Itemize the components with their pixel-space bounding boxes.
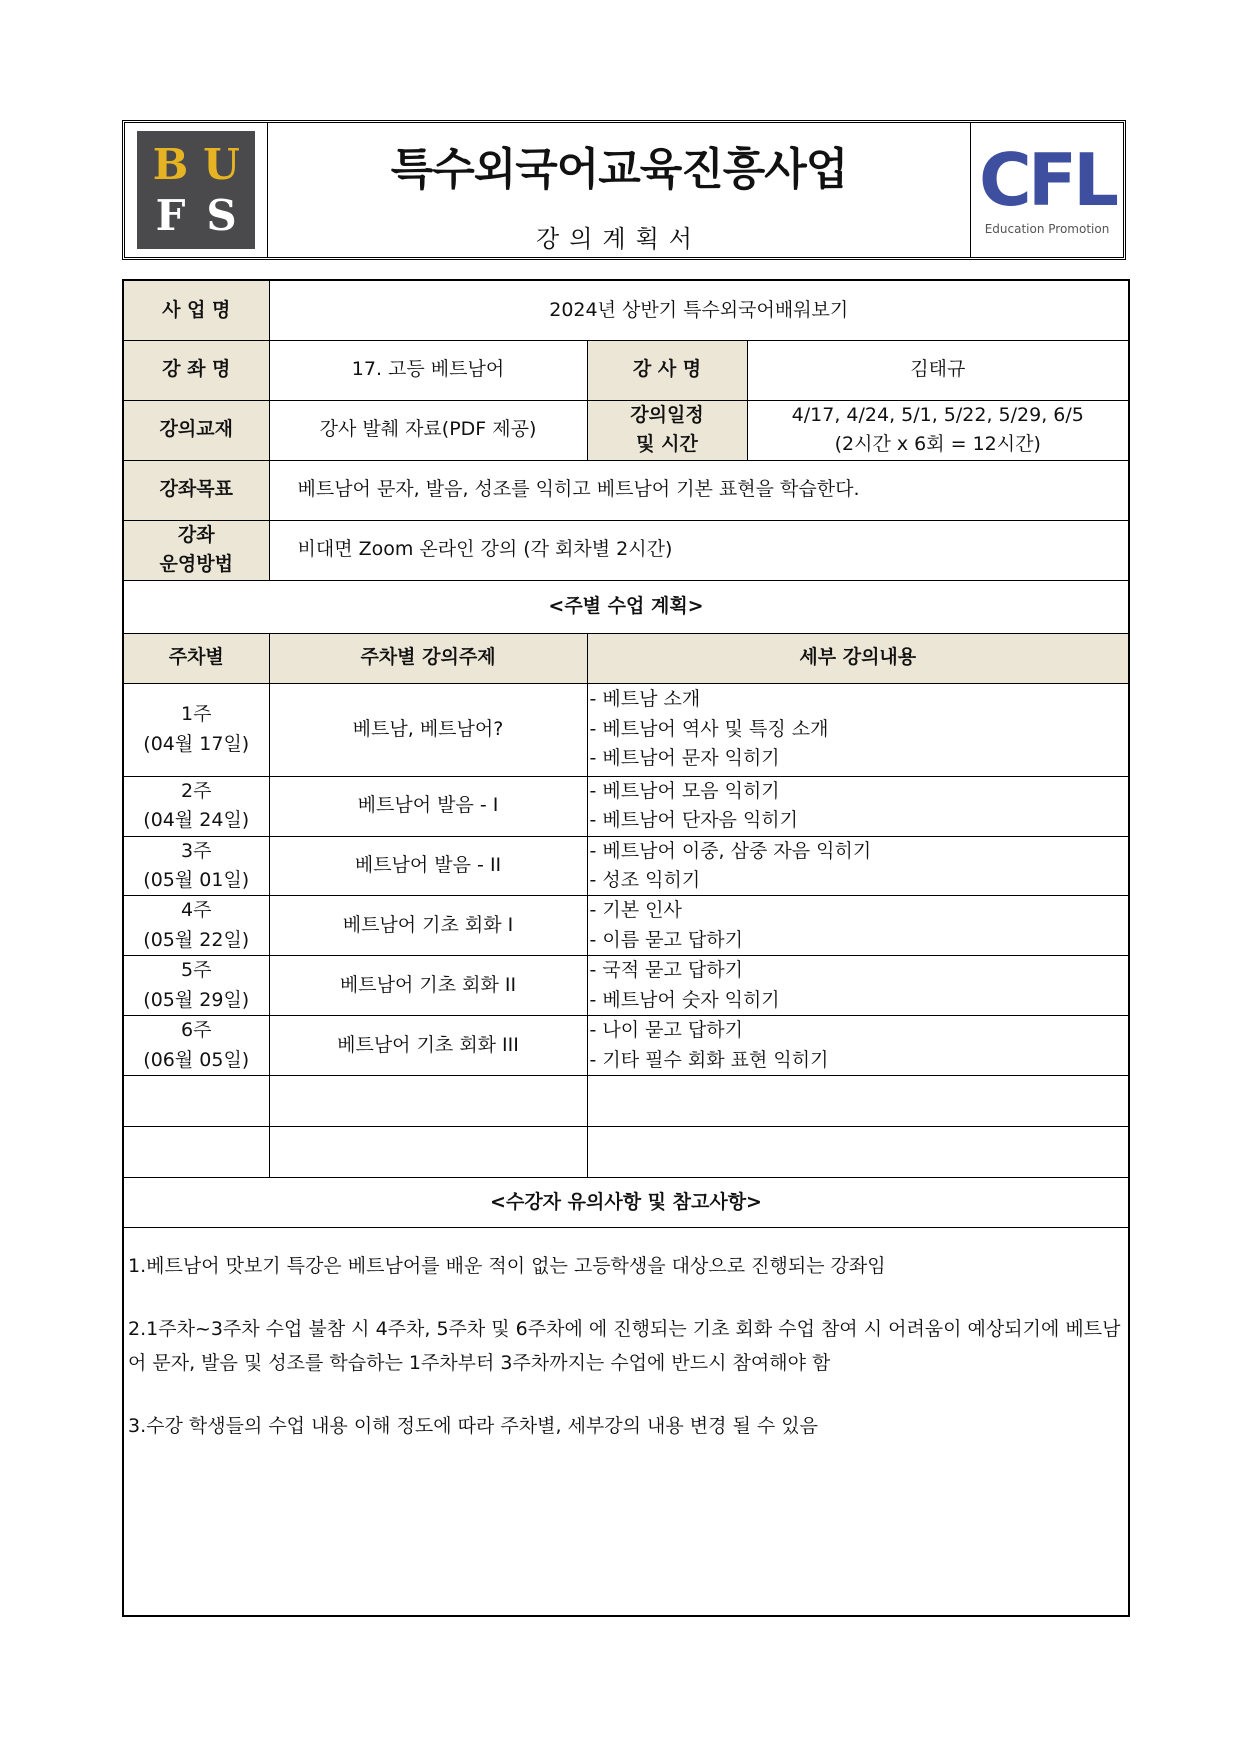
notes-row (123, 1228, 1129, 1616)
week-cell (123, 683, 269, 776)
method-label (123, 520, 269, 580)
week-topic: 베트남어 발음 - II (269, 836, 587, 896)
goal-row (123, 460, 1129, 520)
week-details (587, 896, 1129, 956)
note-item: 3.수강 학생들의 수업 내용 이해 정도에 따라 주차별, 세부강의 내용 변경 될 수 있음 (128, 1414, 819, 1437)
empty-cell (587, 1076, 1129, 1127)
bufs-logo-letter: B (152, 139, 189, 189)
course-value: 17. 고등 베트남어 (269, 340, 587, 400)
schedule-hours: (2시간 x 6회 = 12시간) (834, 433, 1041, 456)
schedule-label-line: 강의일정 (630, 403, 704, 426)
document-subtitle: 강의계획서 (536, 224, 702, 253)
detail-item: - 기본 인사 (589, 899, 682, 922)
course-plan-table (122, 279, 1130, 1617)
empty-cell (123, 1127, 269, 1178)
empty-cell (269, 1076, 587, 1127)
detail-item: - 나이 묻고 답하기 (589, 1019, 743, 1042)
notes-section-row (123, 1178, 1129, 1228)
schedule-value (747, 400, 1129, 460)
bufs-logo-cell (125, 123, 268, 257)
week-number: 5주 (181, 959, 212, 982)
week-date: (06월 05일) (143, 1048, 250, 1071)
detail-item: - 국적 묻고 답하기 (589, 959, 743, 982)
week-row (123, 836, 1129, 896)
detail-item: - 베트남어 이중, 삼중 자음 익히기 (589, 839, 872, 862)
header-title-cell (268, 123, 970, 257)
material-value: 강사 발췌 자료(PDF 제공) (269, 400, 587, 460)
goal-value: 베트남어 문자, 발음, 성조를 익히고 베트남어 기본 표현을 학습한다. (269, 460, 1129, 520)
week-date: (05월 01일) (143, 868, 250, 891)
detail-item: - 기타 필수 회화 표현 익히기 (589, 1048, 829, 1071)
business-row (123, 280, 1129, 340)
method-label-line: 강좌 (177, 523, 215, 546)
col-week-header: 주차별 (123, 633, 269, 683)
week-row (123, 1016, 1129, 1076)
notes-section-title: <수강자 유의사항 및 참고사항> (123, 1178, 1129, 1228)
week-row (123, 776, 1129, 836)
business-label: 사 업 명 (123, 280, 269, 340)
week-cell (123, 836, 269, 896)
week-row (123, 896, 1129, 956)
empty-cell (269, 1127, 587, 1178)
schedule-dates: 4/17, 4/24, 5/1, 5/22, 5/29, 6/5 (791, 403, 1084, 426)
method-label-line: 운영방법 (159, 553, 233, 576)
week-number: 3주 (181, 839, 212, 862)
weekly-header-row (123, 633, 1129, 683)
business-value: 2024년 상반기 특수외국어배워보기 (269, 280, 1129, 340)
material-row (123, 400, 1129, 460)
bufs-logo-letter: F (155, 190, 186, 240)
goal-label: 강좌목표 (123, 460, 269, 520)
week-date: (04월 17일) (143, 732, 250, 755)
bufs-logo-letter: U (203, 139, 240, 189)
note-item: 2.1주차~3주차 수업 불참 시 4주차, 5주차 및 6주차에 에 진행되는 기초 회화 수업 참여 시 어려움이 예상되기에 베트남어 문자, 발음 및 성조를 학습하는 1주차부터 3주차까지는 수업에 반드시 참여해야 함 (128, 1318, 1121, 1374)
detail-item: - 베트남어 단자음 익히기 (589, 809, 799, 832)
week-cell (123, 956, 269, 1016)
detail-item: - 베트남어 숫자 익히기 (589, 988, 780, 1011)
week-topic: 베트남어 기초 회화 II (269, 956, 587, 1016)
week-number: 1주 (181, 703, 212, 726)
detail-item: - 이름 묻고 답하기 (589, 928, 743, 951)
detail-item: - 베트남어 문자 익히기 (589, 747, 780, 770)
instructor-value: 김태규 (747, 340, 1129, 400)
document-title: 특수외국어교육진흥사업 (390, 143, 848, 195)
cfl-logo-subtitle: Education Promotion (984, 222, 1110, 236)
col-topic-header: 주차별 강의주제 (269, 633, 587, 683)
week-number: 4주 (181, 899, 212, 922)
week-cell (123, 776, 269, 836)
method-row (123, 520, 1129, 580)
instructor-label: 강 사 명 (587, 340, 747, 400)
week-date: (05월 29일) (143, 988, 250, 1011)
week-cell (123, 1016, 269, 1076)
document-header (122, 120, 1126, 260)
week-number: 2주 (181, 779, 212, 802)
detail-item: - 베트남 소개 (589, 688, 701, 711)
weekly-section-title: <주별 수업 계획> (123, 580, 1129, 633)
detail-item: - 베트남어 모음 익히기 (589, 779, 780, 802)
week-topic: 베트남어 기초 회화 III (269, 1016, 587, 1076)
empty-row (123, 1076, 1129, 1127)
empty-cell (123, 1076, 269, 1127)
week-details (587, 776, 1129, 836)
course-label: 강 좌 명 (123, 340, 269, 400)
cfl-logo-cell (970, 123, 1123, 257)
week-topic: 베트남, 베트남어? (269, 683, 587, 776)
detail-item: - 베트남어 역사 및 특징 소개 (589, 717, 829, 740)
week-details (587, 836, 1129, 896)
cfl-logo: CFL (979, 138, 1115, 222)
week-cell (123, 896, 269, 956)
method-value: 비대면 Zoom 온라인 강의 (각 회차별 2시간) (269, 520, 1129, 580)
week-row (123, 683, 1129, 776)
notes-body (123, 1228, 1129, 1616)
empty-row (123, 1127, 1129, 1178)
bufs-logo-letter: S (206, 190, 237, 240)
weekly-section-row (123, 580, 1129, 633)
schedule-label-line: 및 시간 (636, 433, 698, 456)
empty-cell (587, 1127, 1129, 1178)
schedule-label (587, 400, 747, 460)
course-row (123, 340, 1129, 400)
week-number: 6주 (181, 1019, 212, 1042)
bufs-logo (137, 131, 255, 249)
detail-item: - 성조 익히기 (589, 868, 701, 891)
week-row (123, 956, 1129, 1016)
week-details (587, 683, 1129, 776)
col-detail-header: 세부 강의내용 (587, 633, 1129, 683)
week-date: (05월 22일) (143, 928, 250, 951)
week-details (587, 1016, 1129, 1076)
week-topic: 베트남어 발음 - I (269, 776, 587, 836)
week-date: (04월 24일) (143, 809, 250, 832)
week-details (587, 956, 1129, 1016)
note-item: 1.베트남어 맛보기 특강은 베트남어를 배운 적이 없는 고등학생을 대상으로 진행되는 강좌임 (128, 1255, 886, 1278)
material-label: 강의교재 (123, 400, 269, 460)
week-topic: 베트남어 기초 회화 I (269, 896, 587, 956)
